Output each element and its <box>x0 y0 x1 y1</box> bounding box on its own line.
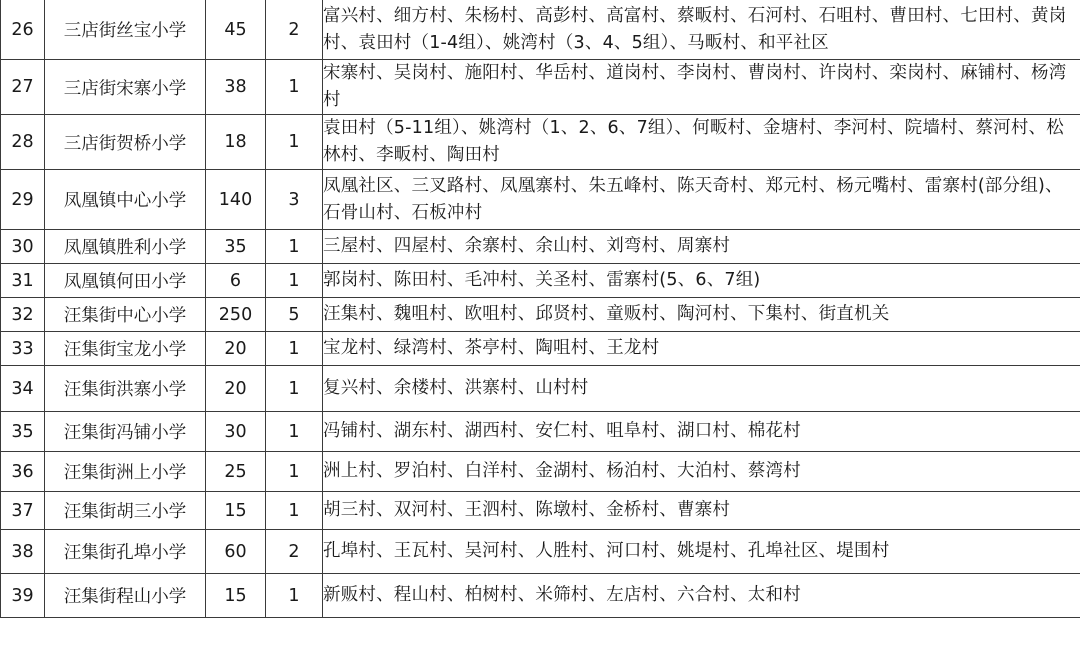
table-row <box>1 298 1080 332</box>
class-count: 2 <box>266 0 323 60</box>
class-count: 1 <box>266 332 323 366</box>
class-count: 1 <box>266 366 323 412</box>
table-row <box>1 492 1080 530</box>
school-name: 三店街贺桥小学 <box>45 115 206 170</box>
enrollment-count: 30 <box>206 412 266 452</box>
service-area: 冯铺村、湖东村、湖西村、安仁村、咀阜村、湖口村、棉花村 <box>323 412 1080 452</box>
school-name: 汪集街孔埠小学 <box>45 530 206 574</box>
enrollment-count: 38 <box>206 60 266 115</box>
table-row <box>1 230 1080 264</box>
row-number: 32 <box>1 298 45 332</box>
table-row <box>1 170 1080 230</box>
row-number: 31 <box>1 264 45 298</box>
enrollment-count: 15 <box>206 574 266 618</box>
table-row <box>1 574 1080 618</box>
table-row <box>1 264 1080 298</box>
service-area: 宋寨村、吴岗村、施阳村、华岳村、道岗村、李岗村、曹岗村、许岗村、栾岗村、麻铺村、杨湾村 <box>323 60 1080 115</box>
table-row <box>1 452 1080 492</box>
school-name: 三店街宋寨小学 <box>45 60 206 115</box>
table-row <box>1 530 1080 574</box>
row-number: 27 <box>1 60 45 115</box>
service-area: 凤凰社区、三叉路村、凤凰寨村、朱五峰村、陈天奇村、郑元村、杨元嘴村、雷寨村(部分组)、石骨山村、石板冲村 <box>323 170 1080 230</box>
enrollment-count: 45 <box>206 0 266 60</box>
row-number: 33 <box>1 332 45 366</box>
class-count: 1 <box>266 574 323 618</box>
service-area: 袁田村（5-11组）、姚湾村（1、2、6、7组）、何畈村、金塘村、李河村、院墙村、蔡河村、松林村、李畈村、陶田村 <box>323 115 1080 170</box>
school-name: 汪集街洪寨小学 <box>45 366 206 412</box>
class-count: 3 <box>266 170 323 230</box>
enrollment-count: 6 <box>206 264 266 298</box>
school-name: 凤凰镇中心小学 <box>45 170 206 230</box>
service-area: 郭岗村、陈田村、毛冲村、关圣村、雷寨村(5、6、7组) <box>323 264 1080 298</box>
service-area: 孔埠村、王瓦村、吴河村、人胜村、河口村、姚堤村、孔埠社区、堤围村 <box>323 530 1080 574</box>
row-number: 36 <box>1 452 45 492</box>
school-name: 凤凰镇何田小学 <box>45 264 206 298</box>
table-row <box>1 115 1080 170</box>
row-number: 37 <box>1 492 45 530</box>
service-area: 汪集村、魏咀村、欧咀村、邱贤村、童贩村、陶河村、下集村、街直机关 <box>323 298 1080 332</box>
table-row <box>1 0 1080 60</box>
enrollment-count: 18 <box>206 115 266 170</box>
school-name: 汪集街宝龙小学 <box>45 332 206 366</box>
row-number: 29 <box>1 170 45 230</box>
school-name: 凤凰镇胜利小学 <box>45 230 206 264</box>
row-number: 26 <box>1 0 45 60</box>
service-area: 复兴村、余楼村、洪寨村、山村村 <box>323 366 1080 412</box>
row-number: 30 <box>1 230 45 264</box>
school-name: 汪集街程山小学 <box>45 574 206 618</box>
table-row <box>1 332 1080 366</box>
service-area: 宝龙村、绿湾村、茶亭村、陶咀村、王龙村 <box>323 332 1080 366</box>
class-count: 1 <box>266 230 323 264</box>
table-row <box>1 366 1080 412</box>
school-name: 三店街丝宝小学 <box>45 0 206 60</box>
table-row <box>1 60 1080 115</box>
enrollment-count: 35 <box>206 230 266 264</box>
class-count: 5 <box>266 298 323 332</box>
school-name: 汪集街胡三小学 <box>45 492 206 530</box>
class-count: 1 <box>266 60 323 115</box>
enrollment-count: 20 <box>206 332 266 366</box>
table-row <box>1 412 1080 452</box>
class-count: 2 <box>266 530 323 574</box>
row-number: 38 <box>1 530 45 574</box>
school-name: 汪集街冯铺小学 <box>45 412 206 452</box>
enrollment-count: 250 <box>206 298 266 332</box>
row-number: 35 <box>1 412 45 452</box>
school-name: 汪集街中心小学 <box>45 298 206 332</box>
school-name: 汪集街洲上小学 <box>45 452 206 492</box>
row-number: 28 <box>1 115 45 170</box>
service-area: 新贩村、程山村、柏树村、米筛村、左店村、六合村、太和村 <box>323 574 1080 618</box>
enrollment-count: 25 <box>206 452 266 492</box>
row-number: 34 <box>1 366 45 412</box>
class-count: 1 <box>266 452 323 492</box>
class-count: 1 <box>266 264 323 298</box>
service-area: 富兴村、细方村、朱杨村、高彭村、高富村、蔡畈村、石河村、石咀村、曹田村、七田村、黄岗村、袁田村（1-4组）、姚湾村（3、4、5组）、马畈村、和平社区 <box>323 0 1080 60</box>
enrollment-count: 15 <box>206 492 266 530</box>
row-number: 39 <box>1 574 45 618</box>
service-area: 三屋村、四屋村、余寨村、余山村、刘弯村、周寨村 <box>323 230 1080 264</box>
service-area: 胡三村、双河村、王泗村、陈墩村、金桥村、曹寨村 <box>323 492 1080 530</box>
class-count: 1 <box>266 115 323 170</box>
enrollment-count: 20 <box>206 366 266 412</box>
class-count: 1 <box>266 412 323 452</box>
enrollment-count: 140 <box>206 170 266 230</box>
class-count: 1 <box>266 492 323 530</box>
service-area: 洲上村、罗泊村、白洋村、金湖村、杨泊村、大泊村、蔡湾村 <box>323 452 1080 492</box>
enrollment-count: 60 <box>206 530 266 574</box>
